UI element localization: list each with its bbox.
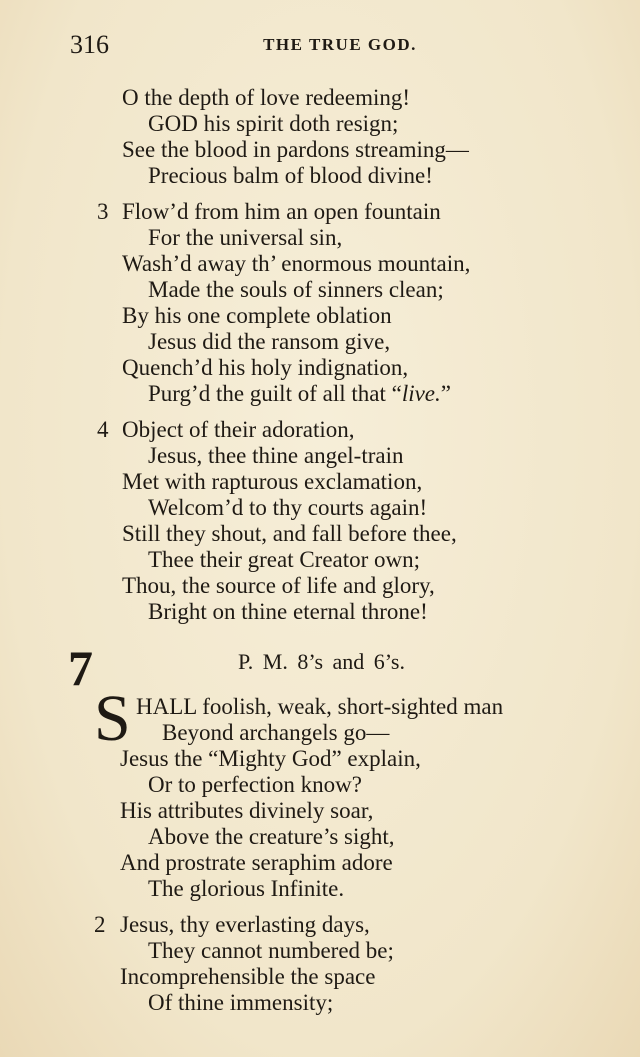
- hymn-number: 7: [68, 640, 93, 696]
- running-head: THE TRUE GOD.: [263, 35, 417, 54]
- stanza-number: 4: [97, 417, 109, 442]
- verse-line: Still they shout, and fall before thee,: [122, 521, 457, 546]
- stanza-number: 3: [97, 199, 109, 224]
- verse-line: Jesus, thy everlasting days,: [120, 912, 370, 937]
- verse-line: O the depth of love redeeming!: [122, 85, 411, 110]
- verse-line: Flow’d from him an open fountain: [122, 199, 441, 224]
- verse-line: Welcom’d to thy courts again!: [148, 495, 428, 520]
- verse-line: Thee their great Creator own;: [148, 547, 421, 572]
- verse-line: Of thine immensity;: [148, 990, 334, 1015]
- stanza-number: 2: [94, 912, 106, 937]
- verse-line: His attributes divinely soar,: [120, 798, 374, 823]
- verse-line: Precious balm of blood divine!: [148, 163, 433, 188]
- verse-line: [148, 382, 451, 405]
- verse-line: And prostrate seraphim adore: [120, 850, 393, 875]
- verse-line: By his one complete oblation: [122, 303, 392, 328]
- verse-line: Object of their adoration,: [122, 417, 355, 442]
- verse-line: They cannot numbered be;: [148, 938, 394, 963]
- verse-line: HALL foolish, weak, short-sighted man: [136, 694, 504, 719]
- verse-line: Jesus did the ransom give,: [148, 329, 391, 354]
- verse-line: The glorious Infinite.: [148, 876, 345, 901]
- page-header: [0, 30, 640, 66]
- hymn-meter: P. M. 8’s and 6’s.: [238, 649, 405, 674]
- verse-line: Jesus the “Mighty God” explain,: [120, 746, 421, 771]
- verse-text: ”: [440, 381, 451, 406]
- page-number: 316: [70, 30, 109, 59]
- italic-word: live.: [401, 381, 441, 406]
- verse-line: Incomprehensible the space: [120, 964, 376, 989]
- verse-line: Wash’d away th’ enormous mountain,: [122, 251, 471, 276]
- verse-line: Or to perfection know?: [148, 772, 362, 797]
- verse-line: Jesus, thee thine angel-train: [148, 443, 404, 468]
- verse-line: Thou, the source of life and glory,: [122, 573, 435, 598]
- verse-line: Quench’d his holy indignation,: [122, 355, 409, 380]
- verse-line: Met with rapturous exclamation,: [122, 469, 423, 494]
- verse-line: Above the creature’s sight,: [148, 824, 395, 849]
- verse-line: For the universal sin,: [148, 225, 343, 250]
- drop-cap: S: [94, 682, 131, 755]
- verse-line: Beyond archangels go—: [162, 720, 390, 745]
- verse-line: Bright on thine eternal throne!: [148, 599, 428, 624]
- verse-line: See the blood in pardons streaming—: [122, 137, 469, 162]
- verse-line: GOD his spirit doth resign;: [148, 111, 399, 136]
- verse-text: Purg’d the guilt of all that “: [148, 381, 402, 406]
- verse-line: Made the souls of sinners clean;: [148, 277, 444, 302]
